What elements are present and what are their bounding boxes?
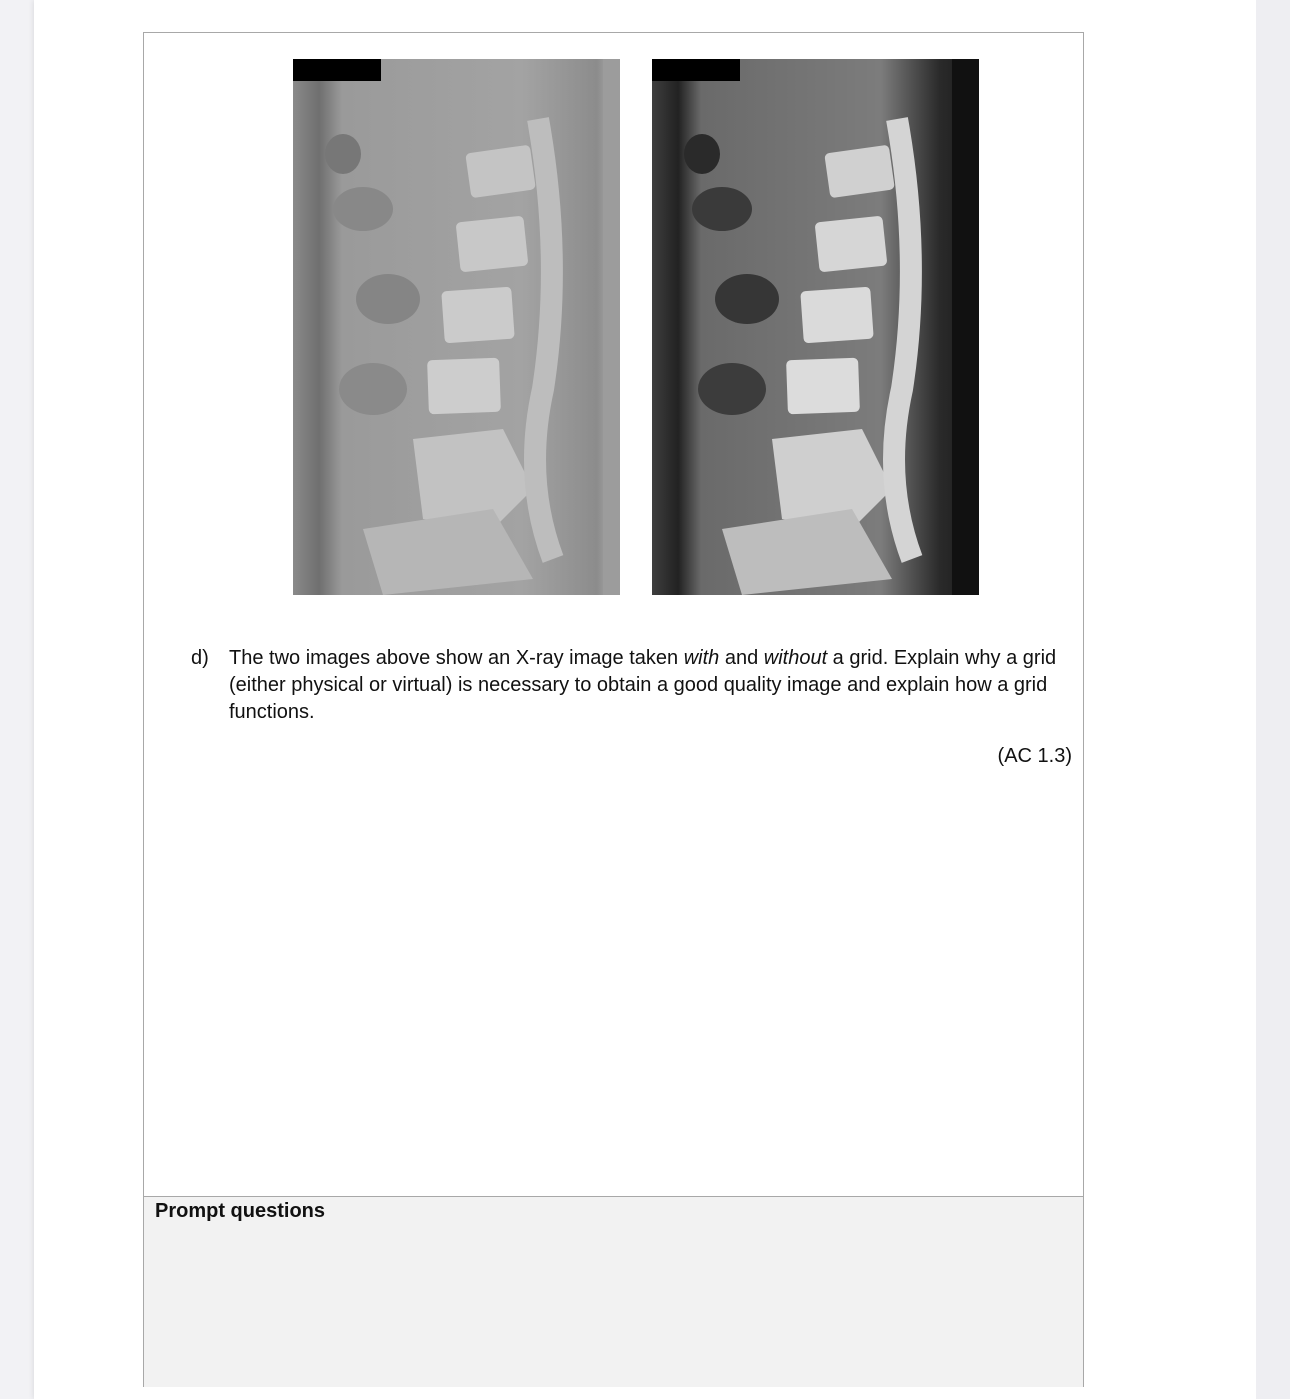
assessment-criteria: (AC 1.3) — [997, 745, 1072, 767]
question-text-part: and — [719, 647, 764, 669]
xray-image-without-grid — [293, 59, 620, 595]
question-box — [143, 32, 1084, 1387]
prompt-questions-title: Prompt questions — [155, 1200, 326, 1222]
question-emphasis-without: without — [763, 647, 828, 669]
viewer-margin — [1256, 0, 1290, 1399]
question-emphasis-with: with — [683, 647, 720, 669]
question-text-part: a grid. Explain why a grid (either physical or virtual) is necessary to obtain a good quality image and explain how a grid functions. — [229, 647, 1057, 723]
document-page — [34, 0, 1256, 1399]
question-text-part: The two images above show an X-ray image taken — [229, 647, 684, 669]
question-letter: d) — [191, 647, 209, 669]
xray-image-with-grid — [652, 59, 979, 595]
prompt-questions-panel — [144, 1196, 1083, 1387]
question-text — [229, 645, 1077, 726]
